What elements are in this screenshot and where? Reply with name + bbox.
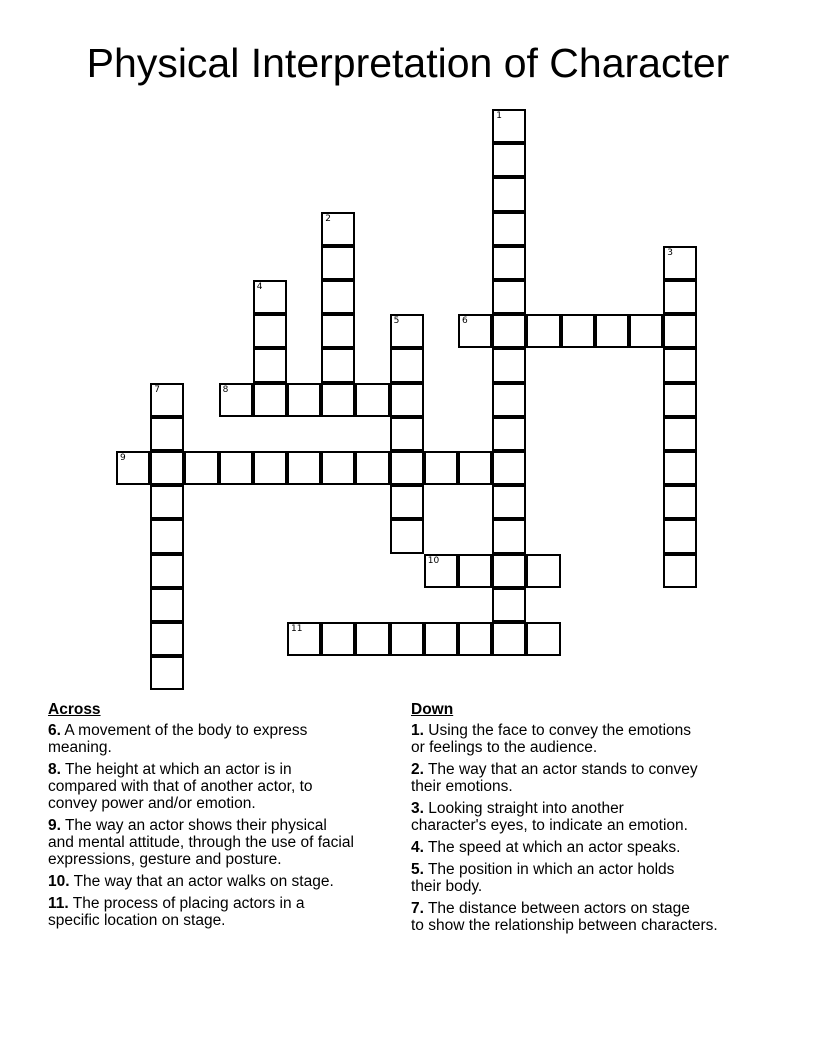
grid-cell[interactable] [184,451,218,485]
grid-cell[interactable] [355,451,389,485]
grid-cell[interactable] [663,451,697,485]
grid-cell[interactable] [526,554,560,588]
grid-cell[interactable] [390,314,424,348]
grid-cell[interactable] [150,383,184,417]
grid-cell[interactable] [492,554,526,588]
clue-number: 10 [427,555,440,566]
clue-text: The way that an actor stands to convey their emotions. [411,761,698,795]
grid-cell[interactable] [116,451,150,485]
grid-cell[interactable] [492,519,526,553]
grid-cell[interactable] [253,280,287,314]
grid-cell[interactable] [458,451,492,485]
clue-text: Looking straight into another character's eyes, to indicate an emotion. [411,800,688,834]
clue-number: 9. [48,817,61,834]
clue-number: 9 [120,453,126,463]
grid-cell[interactable] [526,622,560,656]
clue-number: 11. [48,895,69,912]
down-clue [411,839,718,856]
grid-cell[interactable] [287,383,321,417]
clue-number: 5. [411,861,424,878]
grid-cell[interactable] [561,314,595,348]
clue-text: The speed at which an actor speaks. [423,839,681,856]
grid-cell[interactable] [424,622,458,656]
grid-cell[interactable] [492,314,526,348]
across-clue [48,761,354,812]
grid-cell[interactable] [253,451,287,485]
grid-cell[interactable] [663,417,697,451]
clue-number: 2 [325,213,331,224]
grid-cell[interactable] [458,314,492,348]
grid-cell[interactable] [663,348,697,382]
page-title: Physical Interpretation of Character [86,40,730,86]
grid-cell[interactable] [321,314,355,348]
grid-cell[interactable] [390,485,424,519]
clue-number: 7. [411,900,424,917]
across-clue [48,873,354,890]
across-heading: Across [48,701,101,718]
clue-text: The distance between actors on stage to show the relationship between characters. [411,900,718,934]
grid-cell[interactable] [492,622,526,656]
grid-cell[interactable] [663,314,697,348]
clue-text: The position in which an actor holds their body. [411,861,675,895]
grid-cell[interactable] [150,656,184,690]
clue-number: 8. [48,761,61,778]
grid-cell[interactable] [253,348,287,382]
grid-cell[interactable] [424,451,458,485]
grid-cell[interactable] [355,383,389,417]
clue-number: 10. [48,873,70,890]
down-clue [411,800,718,834]
grid-cell[interactable] [150,519,184,553]
grid-cell[interactable] [492,485,526,519]
grid-cell[interactable] [390,451,424,485]
grid-cell[interactable] [663,485,697,519]
grid-cell[interactable] [458,554,492,588]
grid-cell[interactable] [287,622,321,656]
clue-number: 6. [48,722,61,739]
clue-number: 1 [496,111,502,121]
grid-cell[interactable] [321,280,355,314]
grid-cell[interactable] [424,554,458,588]
down-clue [411,861,718,895]
grid-cell[interactable] [492,109,526,143]
grid-cell[interactable] [492,246,526,280]
grid-cell[interactable] [390,348,424,382]
clue-number: 3 [667,247,673,258]
clue-text: The way that an actor walks on stage. [69,873,334,890]
grid-cell[interactable] [390,383,424,417]
grid-cell[interactable] [629,314,663,348]
grid-cell[interactable] [492,383,526,417]
grid-cell[interactable] [390,519,424,553]
grid-cell[interactable] [355,622,389,656]
clue-text: The height at which an actor is in compared with that of another actor, to convey power and/or emotion. [48,761,313,812]
grid-cell[interactable] [321,451,355,485]
clue-text: The process of placing actors in a specific location on stage. [48,895,305,929]
across-clues [48,701,354,934]
clue-number: 5 [393,316,400,327]
clue-number: 1. [411,722,424,739]
clue-number: 4 [256,282,263,292]
grid-cell[interactable] [253,314,287,348]
grid-cell[interactable] [390,622,424,656]
down-clue [411,722,718,756]
grid-cell[interactable] [150,417,184,451]
grid-cell[interactable] [492,588,526,622]
grid-cell[interactable] [219,383,253,417]
down-clue [411,761,718,795]
grid-cell[interactable] [663,519,697,553]
grid-cell[interactable] [321,383,355,417]
grid-cell[interactable] [150,622,184,656]
grid-cell[interactable] [287,451,321,485]
grid-cell[interactable] [492,348,526,382]
grid-cell[interactable] [663,246,697,280]
clue-number: 3. [411,800,424,817]
grid-cell[interactable] [492,417,526,451]
clue-number: 2. [411,761,424,778]
grid-cell[interactable] [663,280,697,314]
grid-cell[interactable] [321,622,355,656]
clue-number: 6 [462,316,468,327]
down-clues [411,701,718,939]
clue-number: 7 [154,384,160,395]
grid-cell[interactable] [492,143,526,177]
grid-cell[interactable] [150,485,184,519]
clue-text: The way an actor shows their physical and mental attitude, through the use of facial expressions, gesture and posture. [48,817,354,868]
grid-cell[interactable] [219,451,253,485]
grid-cell[interactable] [321,212,355,246]
grid-cell[interactable] [150,588,184,622]
clue-number: 8 [222,384,229,395]
down-heading: Down [411,701,454,718]
down-clue [411,900,718,934]
clue-text: Using the face to convey the emotions or feelings to the audience. [411,722,692,756]
clue-text: A movement of the body to express meaning. [48,722,308,756]
across-clue [48,817,354,868]
grid-cell[interactable] [492,280,526,314]
grid-cell[interactable] [150,451,184,485]
clue-number: 11 [291,624,303,634]
grid-cell[interactable] [492,177,526,211]
grid-cell[interactable] [663,383,697,417]
across-clue [48,722,354,756]
grid-cell[interactable] [321,348,355,382]
grid-cell[interactable] [492,451,526,485]
grid-cell[interactable] [526,314,560,348]
across-clue [48,895,354,929]
clue-number: 4. [411,839,424,856]
grid-cell[interactable] [458,622,492,656]
grid-cell[interactable] [492,212,526,246]
grid-cell[interactable] [595,314,629,348]
grid-cell[interactable] [390,417,424,451]
grid-cell[interactable] [150,554,184,588]
grid-cell[interactable] [253,383,287,417]
grid-cell[interactable] [663,554,697,588]
grid-cell[interactable] [321,246,355,280]
